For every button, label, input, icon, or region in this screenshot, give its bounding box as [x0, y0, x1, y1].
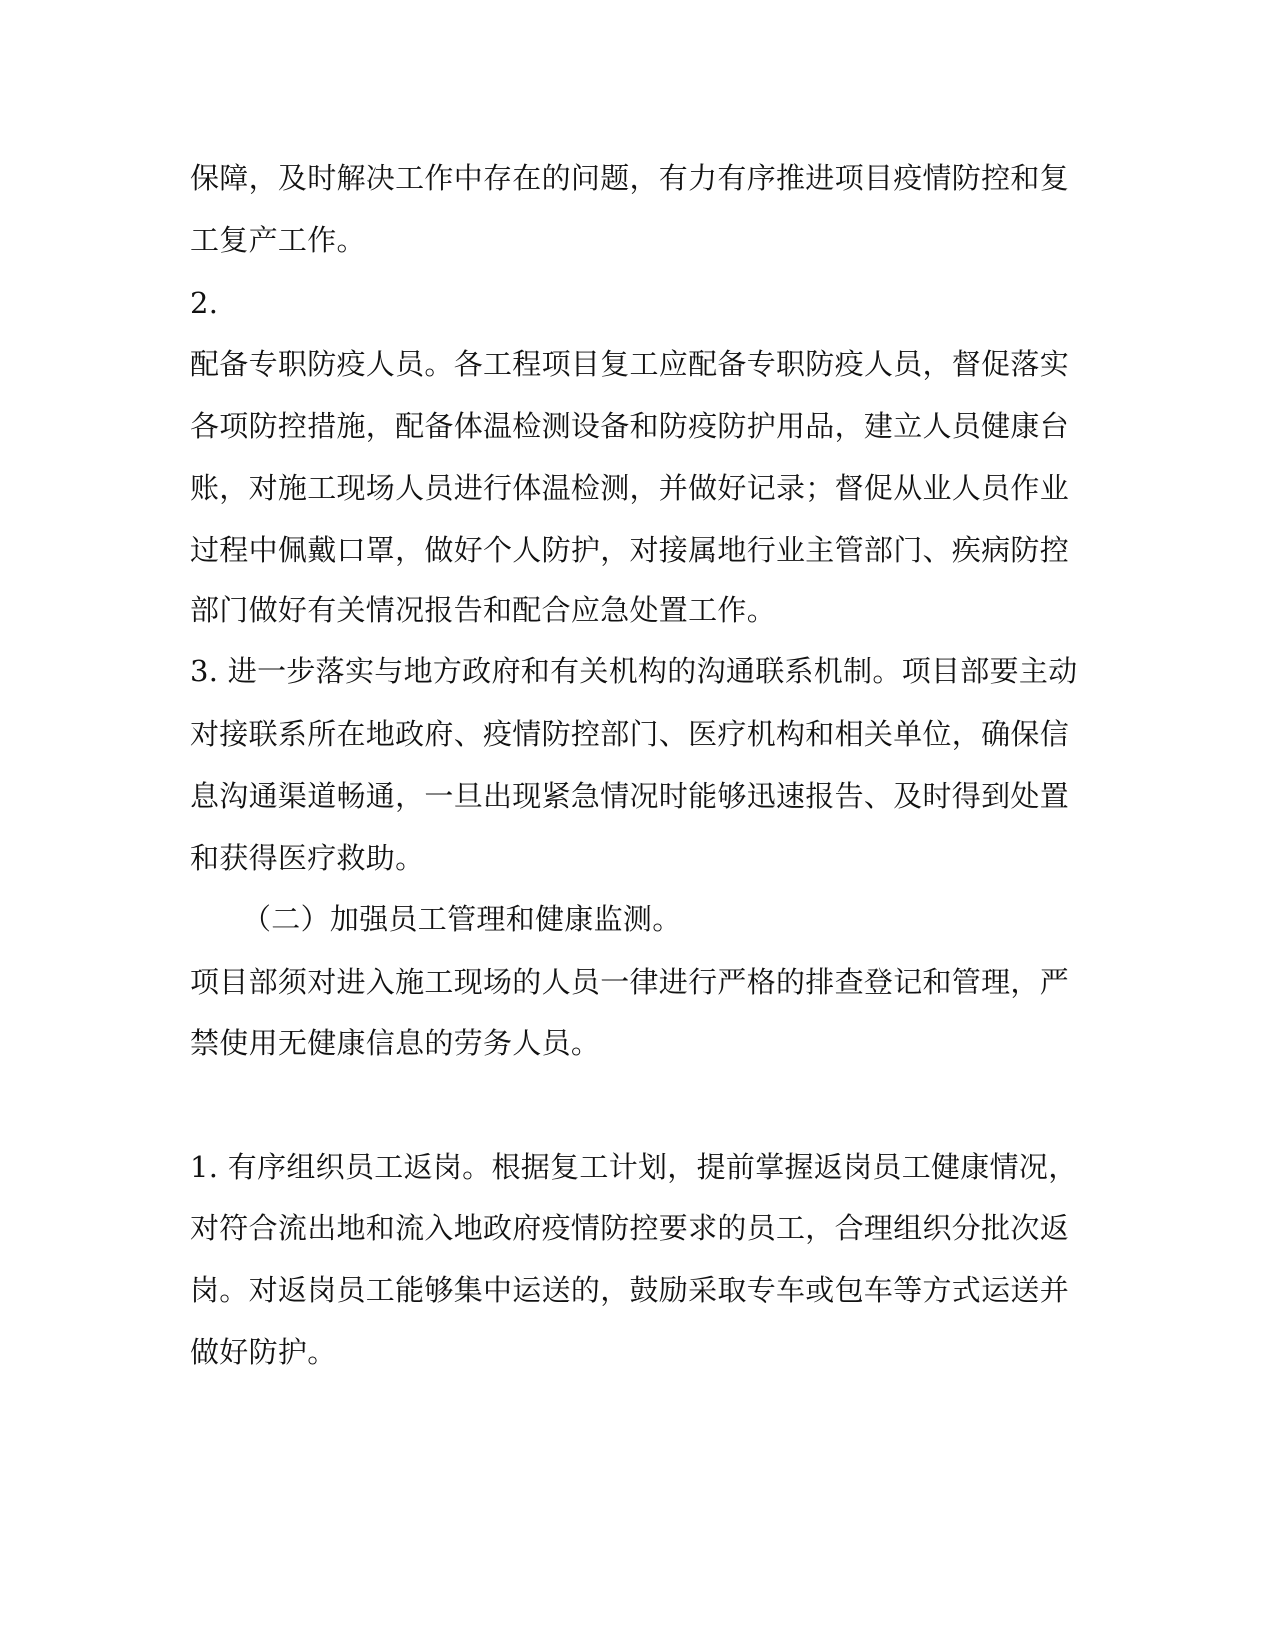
text-line: 对接联系所在地政府、疫情防控部门、医疗机构和相关单位，确保信 — [190, 717, 1070, 751]
text-line: 账，对施工现场人员进行体温检测，并做好记录；督促从业人员作业 — [190, 471, 1070, 505]
text-line: 息沟通渠道畅通，一旦出现紧急情况时能够迅速报告、及时得到处置 — [190, 779, 1070, 813]
section-heading: （二）加强员工管理和健康监测。 — [242, 902, 682, 936]
text-line: 禁使用无健康信息的劳务人员。 — [190, 1026, 601, 1060]
text-line: 3. 进一步落实与地方政府和有关机构的沟通联系机制。项目部要主动 — [190, 654, 1078, 688]
text-line: 配备专职防疫人员。各工程项目复工应配备专职防疫人员，督促落实 — [190, 347, 1070, 381]
list-number: 2. — [190, 286, 219, 320]
text-line: 保障，及时解决工作中存在的问题，有力有序推进项目疫情防控和复 — [190, 161, 1070, 195]
text-line: 1. 有序组织员工返岗。根据复工计划，提前掌握返岗员工健康情况， — [190, 1150, 1078, 1184]
text-line: 过程中佩戴口罩，做好个人防护，对接属地行业主管部门、疾病防控 — [190, 533, 1070, 567]
text-line: 各项防控措施，配备体温检测设备和防疫防护用品，建立人员健康台 — [190, 409, 1070, 443]
text-line: 和获得医疗救助。 — [190, 841, 425, 875]
text-line: 岗。对返岗员工能够集中运送的，鼓励采取专车或包车等方式运送并 — [190, 1273, 1070, 1307]
text-line: 做好防护。 — [190, 1335, 337, 1369]
text-line: 项目部须对进入施工现场的人员一律进行严格的排查登记和管理，严 — [190, 965, 1070, 999]
text-line: 对符合流出地和流入地政府疫情防控要求的员工，合理组织分批次返 — [190, 1211, 1070, 1245]
text-line: 工复产工作。 — [190, 223, 366, 257]
text-line: 部门做好有关情况报告和配合应急处置工作。 — [190, 593, 777, 627]
